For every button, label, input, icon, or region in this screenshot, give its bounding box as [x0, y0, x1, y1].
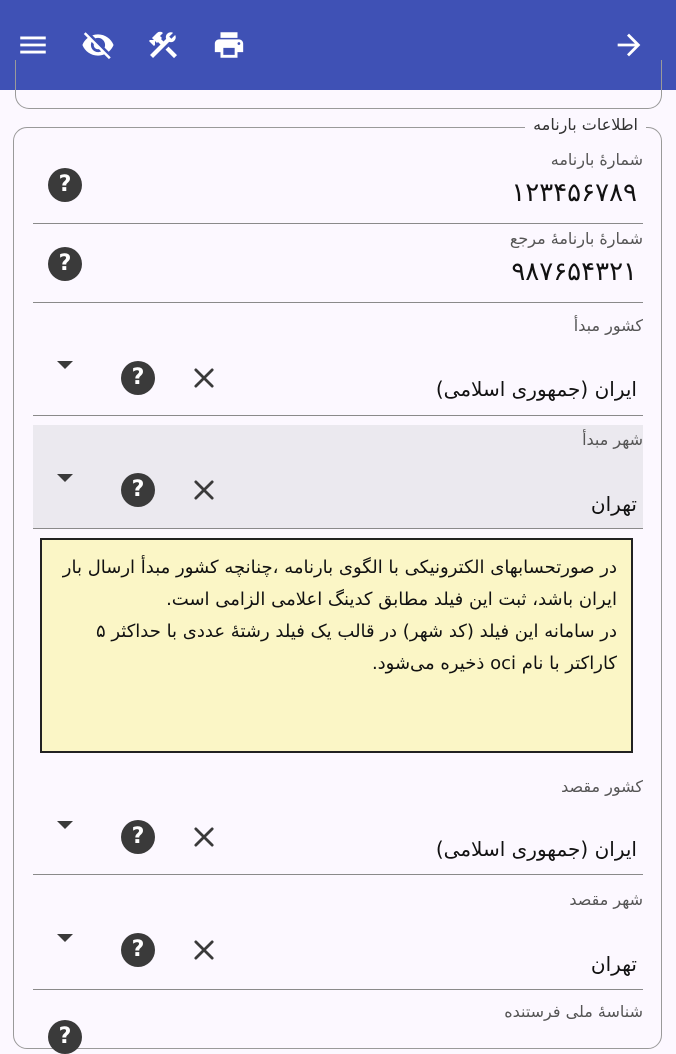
dest-city-label: شهر مقصد — [569, 890, 643, 909]
origin-country-field[interactable] — [33, 303, 643, 416]
dropdown-arrow-icon[interactable] — [57, 361, 73, 369]
help-icon[interactable]: ? — [121, 361, 155, 395]
dropdown-arrow-icon[interactable] — [57, 821, 73, 829]
sender-id-field[interactable] — [33, 990, 643, 1049]
ref-bill-number-value[interactable]: ۹۸۷۶۵۴۳۲۱ — [511, 257, 637, 287]
previous-section-card — [15, 60, 662, 109]
field-help-tooltip — [40, 538, 633, 753]
bill-number-label: شمارهٔ بارنامه — [550, 150, 643, 169]
help-icon[interactable]: ? — [48, 168, 82, 202]
menu-icon[interactable] — [13, 25, 53, 65]
section-legend: اطلاعات بارنامه — [525, 115, 646, 134]
dropdown-arrow-icon[interactable] — [57, 474, 73, 482]
tools-icon[interactable] — [143, 25, 183, 65]
ref-bill-number-field[interactable] — [33, 224, 643, 303]
clear-icon[interactable] — [190, 364, 218, 392]
clear-icon[interactable] — [190, 936, 218, 964]
dropdown-arrow-icon[interactable] — [57, 934, 73, 942]
help-icon[interactable]: ? — [121, 820, 155, 854]
help-icon[interactable]: ? — [121, 933, 155, 967]
help-text-paragraph-1: در صورتحسابهای الکترونیکی با الگوی بارنامه ،چنانچه کشور مبدأ ارسال بار ایران باشد، ثبت این فیلد مطابق کدینگ اعلامی الزامی است. — [62, 557, 617, 610]
dest-city-field[interactable] — [33, 875, 643, 990]
dest-country-label: کشور مقصد — [561, 777, 643, 796]
origin-country-label: کشور مبدأ — [573, 316, 643, 335]
print-icon[interactable] — [209, 25, 249, 65]
help-icon[interactable]: ? — [48, 1020, 82, 1054]
origin-city-field[interactable] — [33, 425, 643, 529]
arrow-forward-icon[interactable] — [609, 25, 649, 65]
help-icon[interactable]: ? — [48, 247, 82, 281]
help-text-paragraph-2: در سامانه این فیلد (کد شهر) در قالب یک فیلد رشتهٔ عددی با حداکثر ۵ کاراکتر با نام oci ذخیره می‌شود. — [95, 621, 617, 674]
origin-city-value[interactable]: تهران — [590, 492, 637, 516]
dest-country-field[interactable] — [33, 770, 643, 875]
dest-country-value[interactable]: ایران (جمهوری اسلامی) — [435, 837, 637, 861]
origin-country-value[interactable]: ایران (جمهوری اسلامی) — [435, 377, 637, 401]
sender-id-label: شناسهٔ ملی فرستنده — [504, 1002, 643, 1021]
visibility-off-icon[interactable] — [78, 25, 118, 65]
clear-icon[interactable] — [190, 823, 218, 851]
origin-city-label: شهر مبدأ — [582, 430, 643, 449]
help-icon[interactable]: ? — [121, 473, 155, 507]
bill-number-value[interactable]: ۱۲۳۴۵۶۷۸۹ — [511, 178, 637, 208]
bill-number-field[interactable] — [33, 145, 643, 224]
dest-city-value[interactable]: تهران — [590, 952, 637, 976]
ref-bill-number-label: شمارهٔ بارنامهٔ مرجع — [509, 229, 643, 248]
clear-icon[interactable] — [190, 476, 218, 504]
